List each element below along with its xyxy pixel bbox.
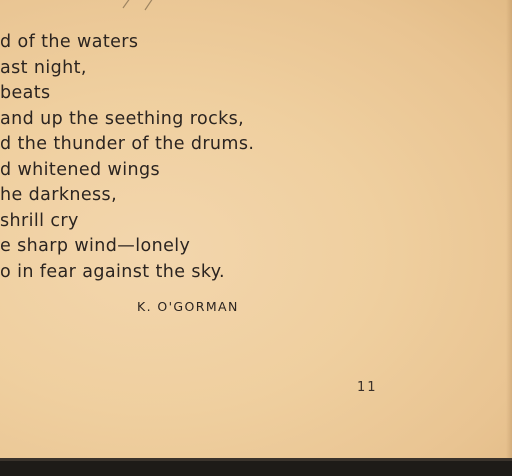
poem-line: d of the waters (0, 32, 139, 52)
poem-line: e sharp wind—lonely (0, 236, 191, 256)
show-through-mark-icon (115, 0, 175, 12)
table-surface (0, 458, 512, 476)
author-signature: K. O'GORMAN (137, 299, 239, 314)
poem-line: ast night, (0, 57, 87, 78)
poem-text (0, 30, 254, 285)
poem-line: beats (0, 83, 51, 103)
poem-line: o in fear against the sky. (0, 261, 225, 282)
poem-line: and up the seething rocks, (0, 108, 245, 129)
poem-line: d the thunder of the drums. (0, 134, 255, 154)
poem-line: he darkness, (0, 185, 118, 205)
page-number: 11 (357, 380, 378, 395)
poem-line: d whitened wings (0, 159, 160, 180)
page-edge (506, 0, 512, 458)
poem-line: shrill cry (0, 210, 79, 231)
page-bottom-edge (0, 458, 512, 461)
